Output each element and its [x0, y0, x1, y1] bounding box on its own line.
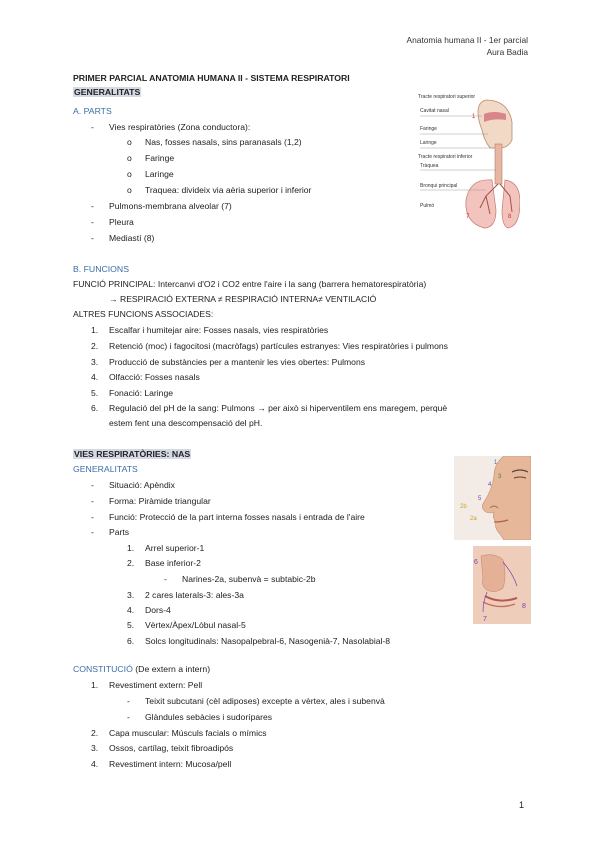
header-course: Anatomia humana II - 1er parcial	[406, 35, 528, 45]
dash-bullet: -	[91, 480, 94, 490]
constitucio-line	[73, 664, 210, 674]
parts-item: Pulmons-membrana alveolar (7)	[109, 201, 232, 211]
number-marker: 2.	[91, 728, 99, 738]
nas-part: 2 cares laterals-3: ales-3a	[145, 590, 244, 600]
number-marker: 6.	[91, 403, 99, 413]
funcions-heading: B. FUNCIONS	[73, 264, 129, 274]
number-marker: 4.	[91, 759, 99, 769]
o-bullet: o	[127, 169, 132, 179]
diagram-label: Bronqui principal	[420, 183, 458, 189]
dash-bullet: -	[91, 122, 94, 132]
altres-funcions: ALTRES FUNCIONS ASSOCIADES:	[73, 309, 214, 319]
funcio-item: Olfacció: Fosses nasals	[109, 372, 200, 382]
diagram-label: Faringe	[420, 126, 437, 132]
diagram-label: Tracte respiratori superior	[418, 94, 476, 100]
nas-item: Situació: Apèndix	[109, 480, 175, 490]
constitucio-item: Capa muscular: Músculs facials o mímics	[109, 728, 267, 738]
generalitats-subheading: GENERALITATS	[73, 464, 138, 474]
funcio-item: Fonació: Laringe	[109, 388, 174, 398]
nas-item: Forma: Piràmide triangular	[109, 496, 211, 506]
dash-bullet: -	[91, 233, 94, 243]
diagram-number: 8	[508, 214, 512, 220]
constitucio-note: (De extern a intern)	[135, 664, 211, 674]
parts-heading: A. PARTS	[73, 106, 112, 116]
number-marker: 1.	[127, 543, 135, 553]
sub-item: Nas, fosses nasals, sins paranasals (1,2)	[145, 137, 302, 147]
number-marker: 2.	[127, 558, 135, 568]
dash-bullet: -	[91, 496, 94, 506]
number-marker: 3.	[91, 743, 99, 753]
diagram-label: Tràquea	[420, 163, 439, 169]
face-label: 2a	[470, 516, 477, 522]
dash-bullet: -	[91, 217, 94, 227]
number-marker: 2.	[91, 341, 99, 351]
face-label: 5	[478, 496, 482, 502]
header-author: Aura Badia	[486, 47, 528, 57]
number-marker: 1.	[91, 680, 99, 690]
diagram-number: 1	[472, 114, 476, 120]
nas-part: Solcs longitudinals: Nasopalpebral-6, Nasogenià-7, Nasolabial-8	[145, 636, 391, 646]
constitucio-subitem: Teixit subcutani (cèl adiposes) excepte a vèrtex, ales i subenvà	[145, 696, 385, 706]
dash-bullet: -	[164, 574, 167, 584]
page-title: PRIMER PARCIAL ANATOMIA HUMANA II - SISTEMA RESPIRATORI	[73, 73, 350, 83]
section-heading-nas: VIES RESPIRATÒRIES: NAS	[74, 449, 191, 459]
number-marker: 5.	[91, 388, 99, 398]
constitucio-item: Ossos, cartílag, teixit fibroadipós	[109, 743, 234, 753]
funcio-item: Regulació del pH de la sang: Pulmons → per això si hiperventilem ens maregem, perquè	[109, 403, 448, 413]
face-label: 7	[483, 616, 487, 623]
dash-bullet: -	[91, 512, 94, 522]
number-marker: 3.	[91, 357, 99, 367]
respiracio-line: → RESPIRACIÓ EXTERNA ≠ RESPIRACIÓ INTERNA≠ VENTILACIÓ	[109, 294, 377, 304]
number-marker: 1.	[91, 325, 99, 335]
number-marker: 6.	[127, 636, 135, 646]
funcio-item-continuation: estem fent una descompensació del pH.	[109, 418, 263, 428]
face-label: 4	[488, 482, 492, 488]
o-bullet: o	[127, 185, 132, 195]
number-marker: 3.	[127, 590, 135, 600]
vies-item: Vies respiratòries (Zona conductora):	[109, 122, 251, 132]
nas-item: Parts	[109, 527, 130, 537]
funcio-principal: FUNCIÓ PRINCIPAL: Intercanvi d'O2 i CO2 entre l'aire i la sang (barrera hematorespiratòria)	[73, 279, 427, 289]
sub-item: Traquea: divideix via aèria superior i inferior	[145, 185, 312, 195]
nas-part: Dors-4	[145, 605, 171, 615]
dash-bullet: -	[127, 712, 130, 722]
sub-item: Laringe	[145, 169, 174, 179]
dash-bullet: -	[91, 201, 94, 211]
nas-part: Arrel superior-1	[145, 543, 205, 553]
nas-part: Vèrtex/Àpex/Lòbul nasal-5	[145, 620, 246, 630]
nose-profile-image	[454, 456, 531, 540]
page-number: 1	[519, 800, 525, 810]
constitucio-item: Revestiment intern: Mucosa/pell	[109, 759, 232, 769]
funcio-item: Retenció (moc) i fagocitosi (macròfags) partícules estranyes: Vies respiratòries i pulmons	[109, 341, 448, 351]
face-label: 1	[494, 460, 498, 466]
respiratory-system-diagram	[416, 90, 520, 232]
nas-part: Base inferior-2	[145, 558, 201, 568]
number-marker: 4.	[127, 605, 135, 615]
number-marker: 5.	[127, 620, 135, 630]
face-label: 2b	[460, 504, 467, 510]
nas-item: Funció: Protecció de la part interna fosses nasals i entrada de l'aire	[109, 512, 365, 522]
o-bullet: o	[127, 153, 132, 163]
face-label: 6	[474, 559, 478, 566]
diagram-label: Cavitat nasal	[420, 108, 449, 114]
parts-item: Mediastí (8)	[109, 233, 155, 243]
o-bullet: o	[127, 137, 132, 147]
nas-subpart: Narines-2a, subenvà = subtabic-2b	[182, 574, 316, 584]
number-marker: 4.	[91, 372, 99, 382]
constitucio-item: Revestiment extern: Pell	[109, 680, 203, 690]
diagram-label: Pulmó	[420, 203, 435, 209]
section-heading-generalitats: GENERALITATS	[74, 87, 141, 97]
sub-item: Faringe	[145, 153, 175, 163]
constitucio-subitem: Glàndules sebàcies i sudorípares	[145, 712, 273, 722]
face-label: 8	[522, 603, 526, 610]
parts-item: Pleura	[109, 217, 134, 227]
diagram-number: 7	[466, 214, 470, 220]
funcio-item: Escalfar i humitejar aire: Fosses nasals, vies respiratòries	[109, 325, 329, 335]
diagram-label: Tracte respiratori inferior	[418, 154, 473, 160]
funcio-item: Producció de substàncies per a mantenir les vies obertes: Pulmons	[109, 357, 366, 367]
diagram-label: Laringe	[420, 140, 437, 146]
dash-bullet: -	[91, 527, 94, 537]
face-label: 3	[498, 474, 502, 480]
dash-bullet: -	[127, 696, 130, 706]
nose-sulci-image	[473, 546, 531, 624]
constitucio-heading: CONSTITUCIÓ	[73, 664, 133, 674]
